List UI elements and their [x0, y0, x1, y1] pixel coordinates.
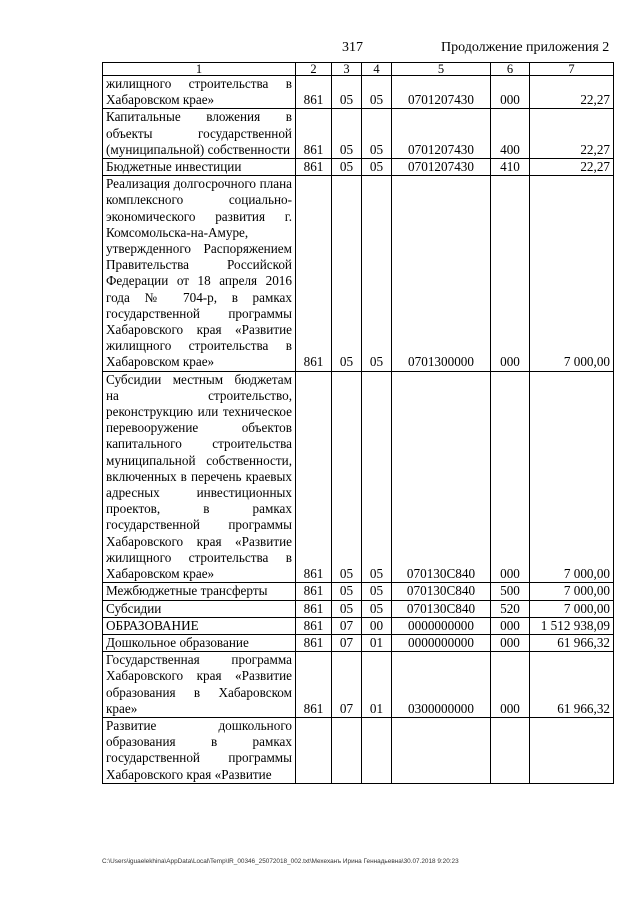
cell-target: 070130С840 [392, 583, 491, 600]
cell-subsection: 05 [362, 583, 392, 600]
cell-section: 05 [332, 176, 362, 371]
cell-target: 070130С840 [392, 600, 491, 617]
cell-subsection: 05 [362, 176, 392, 371]
cell-section: 07 [332, 617, 362, 634]
cell-target: 0701207430 [392, 159, 491, 176]
row-name: Дошкольное образование [103, 634, 296, 651]
table-row [103, 617, 614, 634]
cell-code: 861 [296, 652, 332, 718]
column-header: 3 [332, 63, 362, 76]
cell-target: 0000000000 [392, 617, 491, 634]
table-row [103, 176, 614, 371]
table-row [103, 717, 614, 783]
cell-subsection: 05 [362, 371, 392, 583]
cell-section: 05 [332, 76, 362, 109]
cell-expense-type: 000 [491, 176, 530, 371]
cell-code [296, 717, 332, 783]
table-row [103, 76, 614, 109]
cell-amount: 22,27 [530, 109, 614, 159]
cell-subsection: 05 [362, 109, 392, 159]
cell-code: 861 [296, 600, 332, 617]
cell-amount: 22,27 [530, 76, 614, 109]
row-name: Субсидии местным бюджетам на строительство, реконструкцию или техническое перевооружение объектов капитального строительства муниципальной собственности, включенных в перечень краевых адресных инвестиционных проектов, в рамках государственной программы Хабаровского края «Развитие жилищного строительства в Хабаровском крае» [103, 371, 296, 583]
cell-subsection: 01 [362, 652, 392, 718]
cell-target: 0701207430 [392, 109, 491, 159]
cell-subsection: 00 [362, 617, 392, 634]
cell-amount: 7 000,00 [530, 371, 614, 583]
cell-expense-type: 500 [491, 583, 530, 600]
row-name: Бюджетные инвестиции [103, 159, 296, 176]
table-row [103, 600, 614, 617]
cell-code: 861 [296, 109, 332, 159]
cell-target: 0701207430 [392, 76, 491, 109]
cell-code: 861 [296, 159, 332, 176]
table-row [103, 371, 614, 583]
column-header: 4 [362, 63, 392, 76]
cell-amount: 7 000,00 [530, 176, 614, 371]
cell-amount: 7 000,00 [530, 600, 614, 617]
column-header: 1 [103, 63, 296, 76]
column-header: 5 [392, 63, 491, 76]
cell-code: 861 [296, 617, 332, 634]
cell-code: 861 [296, 583, 332, 600]
cell-amount: 7 000,00 [530, 583, 614, 600]
column-header: 2 [296, 63, 332, 76]
header-row [103, 63, 614, 76]
cell-expense-type: 410 [491, 159, 530, 176]
cell-target [392, 717, 491, 783]
row-name: Капитальные вложения в объекты государственной (муниципальной) собственности [103, 109, 296, 159]
cell-amount: 1 512 938,09 [530, 617, 614, 634]
cell-section: 05 [332, 159, 362, 176]
row-name: Развитие дошкольного образования в рамках государственной программы Хабаровского края «Развитие [103, 717, 296, 783]
row-name: ОБРАЗОВАНИЕ [103, 617, 296, 634]
cell-expense-type [491, 717, 530, 783]
cell-section: 05 [332, 109, 362, 159]
row-name: Субсидии [103, 600, 296, 617]
cell-expense-type: 400 [491, 109, 530, 159]
cell-subsection [362, 717, 392, 783]
cell-expense-type: 000 [491, 652, 530, 718]
cell-expense-type: 000 [491, 617, 530, 634]
file-path-footer: C:\Users\iguaelekhina\AppData\Local\Temp\IR_00346_25072018_002.txt\Мехеханъ Ирина Геннадьевна\30.07.2018 9:20:23 [102, 858, 459, 865]
budget-table [102, 62, 614, 784]
cell-code: 861 [296, 76, 332, 109]
cell-amount: 61 966,32 [530, 652, 614, 718]
cell-expense-type: 000 [491, 76, 530, 109]
cell-amount [530, 717, 614, 783]
cell-section: 07 [332, 634, 362, 651]
row-name: жилищного строительства в Хабаровском крае» [103, 76, 296, 109]
cell-section: 05 [332, 600, 362, 617]
table-row [103, 634, 614, 651]
cell-expense-type: 000 [491, 371, 530, 583]
cell-expense-type: 000 [491, 634, 530, 651]
cell-section: 07 [332, 652, 362, 718]
row-name: Межбюджетные трансферты [103, 583, 296, 600]
row-name: Государственная программа Хабаровского края «Развитие образования в Хабаровском крае» [103, 652, 296, 718]
cell-target: 0300000000 [392, 652, 491, 718]
cell-target: 0701300000 [392, 176, 491, 371]
cell-code: 861 [296, 634, 332, 651]
cell-subsection: 05 [362, 159, 392, 176]
cell-target: 0000000000 [392, 634, 491, 651]
cell-section [332, 717, 362, 783]
row-name: Реализация долгосрочного плана комплексного социально-экономического развития г. Комсомольска-на-Амуре, утвержденного Распоряжением Правительства Российской Федерации от 18 апреля 2016 года № 704-р, в рамках государственной программы Хабаровского края «Развитие жилищного строительства в Хабаровском крае» [103, 176, 296, 371]
cell-section: 05 [332, 583, 362, 600]
table-row [103, 652, 614, 718]
table-row [103, 109, 614, 159]
page-number: 317 [342, 40, 363, 55]
cell-subsection: 05 [362, 76, 392, 109]
cell-code: 861 [296, 176, 332, 371]
cell-expense-type: 520 [491, 600, 530, 617]
cell-target: 070130С840 [392, 371, 491, 583]
cell-subsection: 05 [362, 600, 392, 617]
table-row [103, 583, 614, 600]
cell-code: 861 [296, 371, 332, 583]
cell-amount: 61 966,32 [530, 634, 614, 651]
appendix-label: Продолжение приложения 2 [441, 40, 610, 55]
cell-amount: 22,27 [530, 159, 614, 176]
table-row [103, 159, 614, 176]
cell-section: 05 [332, 371, 362, 583]
column-header: 6 [491, 63, 530, 76]
column-header: 7 [530, 63, 614, 76]
cell-subsection: 01 [362, 634, 392, 651]
